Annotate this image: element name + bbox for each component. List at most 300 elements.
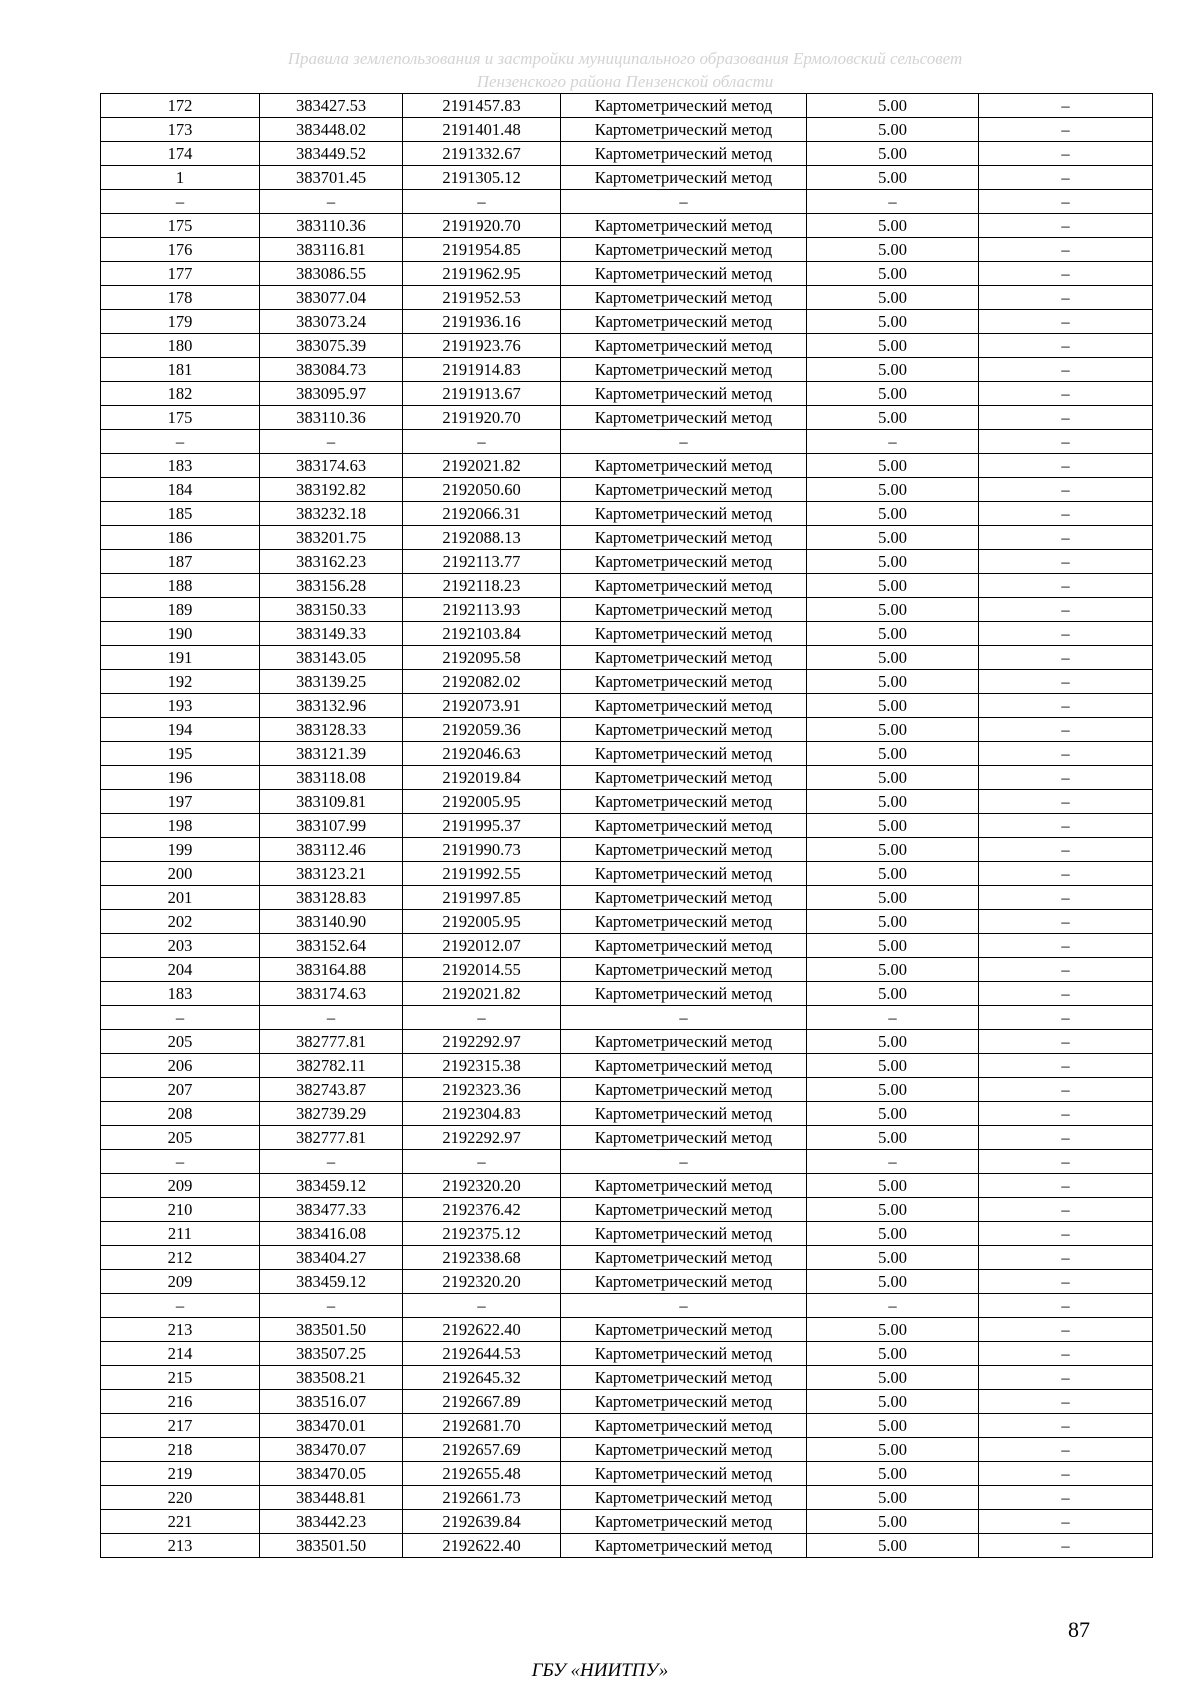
table-row bbox=[101, 982, 1153, 1006]
cell-method: Картометрический метод bbox=[561, 454, 807, 478]
cell-coord-y: 2192622.40 bbox=[403, 1534, 561, 1558]
cell-coord-x: 383501.50 bbox=[260, 1318, 403, 1342]
cell-point-number: 221 bbox=[101, 1510, 260, 1534]
cell-accuracy: 5.00 bbox=[807, 1030, 979, 1054]
table-row bbox=[101, 382, 1153, 406]
cell-point-number: 209 bbox=[101, 1270, 260, 1294]
table-row bbox=[101, 334, 1153, 358]
cell-accuracy: 5.00 bbox=[807, 1342, 979, 1366]
cell-accuracy: 5.00 bbox=[807, 310, 979, 334]
cell-accuracy: 5.00 bbox=[807, 454, 979, 478]
coordinates-table-body bbox=[101, 94, 1153, 1558]
cell-coord-x: 383404.27 bbox=[260, 1246, 403, 1270]
cell-point-number: 212 bbox=[101, 1246, 260, 1270]
cell-note: – bbox=[979, 190, 1153, 214]
cell-accuracy: 5.00 bbox=[807, 142, 979, 166]
cell-note: – bbox=[979, 262, 1153, 286]
cell-method: Картометрический метод bbox=[561, 166, 807, 190]
cell-accuracy: 5.00 bbox=[807, 622, 979, 646]
cell-coord-x: 383095.97 bbox=[260, 382, 403, 406]
cell-method: Картометрический метод bbox=[561, 502, 807, 526]
cell-point-number: 179 bbox=[101, 310, 260, 334]
cell-note: – bbox=[979, 1078, 1153, 1102]
cell-coord-x: – bbox=[260, 1006, 403, 1030]
table-row bbox=[101, 1390, 1153, 1414]
cell-coord-x: 383128.83 bbox=[260, 886, 403, 910]
table-row bbox=[101, 886, 1153, 910]
cell-method: Картометрический метод bbox=[561, 862, 807, 886]
cell-coord-y: 2192655.48 bbox=[403, 1462, 561, 1486]
cell-accuracy: 5.00 bbox=[807, 1462, 979, 1486]
cell-coord-x: 383152.64 bbox=[260, 934, 403, 958]
cell-coord-y: 2192315.38 bbox=[403, 1054, 561, 1078]
cell-coord-x: 382739.29 bbox=[260, 1102, 403, 1126]
table-row bbox=[101, 262, 1153, 286]
cell-note: – bbox=[979, 862, 1153, 886]
cell-accuracy: 5.00 bbox=[807, 838, 979, 862]
cell-note: – bbox=[979, 1102, 1153, 1126]
table-row bbox=[101, 310, 1153, 334]
cell-point-number: 208 bbox=[101, 1102, 260, 1126]
cell-note: – bbox=[979, 166, 1153, 190]
cell-point-number: 190 bbox=[101, 622, 260, 646]
cell-accuracy: 5.00 bbox=[807, 934, 979, 958]
cell-point-number: 180 bbox=[101, 334, 260, 358]
cell-point-number: 193 bbox=[101, 694, 260, 718]
cell-coord-y: 2192066.31 bbox=[403, 502, 561, 526]
table-row bbox=[101, 1222, 1153, 1246]
cell-coord-x: 383477.33 bbox=[260, 1198, 403, 1222]
cell-coord-y: 2192021.82 bbox=[403, 982, 561, 1006]
cell-accuracy: 5.00 bbox=[807, 910, 979, 934]
cell-note: – bbox=[979, 574, 1153, 598]
cell-accuracy: 5.00 bbox=[807, 1174, 979, 1198]
cell-coord-y: 2191920.70 bbox=[403, 214, 561, 238]
cell-point-number: 205 bbox=[101, 1030, 260, 1054]
cell-point-number: 219 bbox=[101, 1462, 260, 1486]
cell-coord-y: 2192103.84 bbox=[403, 622, 561, 646]
cell-note: – bbox=[979, 1414, 1153, 1438]
cell-coord-x: 382777.81 bbox=[260, 1126, 403, 1150]
cell-method: Картометрический метод bbox=[561, 622, 807, 646]
cell-method: Картометрический метод bbox=[561, 1438, 807, 1462]
cell-coord-y: 2192622.40 bbox=[403, 1318, 561, 1342]
cell-accuracy: 5.00 bbox=[807, 1054, 979, 1078]
table-row bbox=[101, 1198, 1153, 1222]
cell-point-number: 188 bbox=[101, 574, 260, 598]
cell-note: – bbox=[979, 1198, 1153, 1222]
cell-note: – bbox=[979, 1294, 1153, 1318]
cell-accuracy: 5.00 bbox=[807, 982, 979, 1006]
cell-method: Картометрический метод bbox=[561, 838, 807, 862]
cell-coord-y: 2191997.85 bbox=[403, 886, 561, 910]
table-row bbox=[101, 142, 1153, 166]
cell-point-number: 201 bbox=[101, 886, 260, 910]
cell-coord-x: 383162.23 bbox=[260, 550, 403, 574]
cell-note: – bbox=[979, 886, 1153, 910]
cell-accuracy: 5.00 bbox=[807, 670, 979, 694]
table-row bbox=[101, 934, 1153, 958]
cell-method: – bbox=[561, 1150, 807, 1174]
cell-coord-x: 383132.96 bbox=[260, 694, 403, 718]
cell-note: – bbox=[979, 502, 1153, 526]
table-row bbox=[101, 646, 1153, 670]
cell-accuracy: 5.00 bbox=[807, 382, 979, 406]
cell-accuracy: – bbox=[807, 190, 979, 214]
cell-note: – bbox=[979, 478, 1153, 502]
cell-note: – bbox=[979, 1342, 1153, 1366]
cell-accuracy: 5.00 bbox=[807, 1486, 979, 1510]
cell-accuracy: 5.00 bbox=[807, 1078, 979, 1102]
cell-coord-y: – bbox=[403, 1150, 561, 1174]
cell-coord-y: 2192376.42 bbox=[403, 1198, 561, 1222]
cell-method: – bbox=[561, 1006, 807, 1030]
cell-coord-y: 2192021.82 bbox=[403, 454, 561, 478]
cell-method: Картометрический метод bbox=[561, 790, 807, 814]
cell-point-number: 187 bbox=[101, 550, 260, 574]
cell-method: Картометрический метод bbox=[561, 94, 807, 118]
table-row bbox=[101, 550, 1153, 574]
cell-note: – bbox=[979, 1534, 1153, 1558]
cell-method: – bbox=[561, 430, 807, 454]
cell-note: – bbox=[979, 1030, 1153, 1054]
cell-coord-x: – bbox=[260, 1150, 403, 1174]
cell-coord-y: – bbox=[403, 1006, 561, 1030]
cell-point-number: 181 bbox=[101, 358, 260, 382]
cell-point-number: 214 bbox=[101, 1342, 260, 1366]
cell-coord-x: 383077.04 bbox=[260, 286, 403, 310]
cell-note: – bbox=[979, 1510, 1153, 1534]
cell-coord-x: 383701.45 bbox=[260, 166, 403, 190]
cell-method: Картометрический метод bbox=[561, 334, 807, 358]
cell-accuracy: 5.00 bbox=[807, 406, 979, 430]
cell-point-number: 213 bbox=[101, 1318, 260, 1342]
cell-method: Картометрический метод bbox=[561, 694, 807, 718]
table-row bbox=[101, 478, 1153, 502]
cell-note: – bbox=[979, 670, 1153, 694]
cell-coord-y: 2192059.36 bbox=[403, 718, 561, 742]
cell-accuracy: 5.00 bbox=[807, 1390, 979, 1414]
cell-coord-y: 2192320.20 bbox=[403, 1270, 561, 1294]
page-number: 87 bbox=[1068, 1617, 1090, 1642]
cell-accuracy: 5.00 bbox=[807, 886, 979, 910]
table-row bbox=[101, 694, 1153, 718]
cell-note: – bbox=[979, 742, 1153, 766]
cell-note: – bbox=[979, 430, 1153, 454]
cell-coord-x: 383128.33 bbox=[260, 718, 403, 742]
cell-note: – bbox=[979, 214, 1153, 238]
cell-coord-x: 383508.21 bbox=[260, 1366, 403, 1390]
table-row bbox=[101, 1366, 1153, 1390]
cell-accuracy: 5.00 bbox=[807, 646, 979, 670]
table-row bbox=[101, 1246, 1153, 1270]
table-row bbox=[101, 430, 1153, 454]
table-row bbox=[101, 1078, 1153, 1102]
cell-coord-y: 2192095.58 bbox=[403, 646, 561, 670]
cell-note: – bbox=[979, 838, 1153, 862]
cell-point-number: 185 bbox=[101, 502, 260, 526]
cell-coord-x: – bbox=[260, 1294, 403, 1318]
cell-coord-x: 383107.99 bbox=[260, 814, 403, 838]
cell-point-number: 177 bbox=[101, 262, 260, 286]
cell-coord-y: 2192681.70 bbox=[403, 1414, 561, 1438]
cell-point-number: 173 bbox=[101, 118, 260, 142]
cell-note: – bbox=[979, 622, 1153, 646]
table-row bbox=[101, 1174, 1153, 1198]
cell-method: Картометрический метод bbox=[561, 1030, 807, 1054]
table-row bbox=[101, 286, 1153, 310]
cell-coord-x: 383470.05 bbox=[260, 1462, 403, 1486]
cell-coord-x: 383156.28 bbox=[260, 574, 403, 598]
cell-accuracy: 5.00 bbox=[807, 1102, 979, 1126]
cell-accuracy: 5.00 bbox=[807, 94, 979, 118]
table-row bbox=[101, 1510, 1153, 1534]
cell-coord-x: 382777.81 bbox=[260, 1030, 403, 1054]
cell-point-number: 206 bbox=[101, 1054, 260, 1078]
cell-coord-y: 2192292.97 bbox=[403, 1126, 561, 1150]
cell-note: – bbox=[979, 958, 1153, 982]
cell-point-number: – bbox=[101, 1006, 260, 1030]
cell-coord-y: 2191952.53 bbox=[403, 286, 561, 310]
cell-accuracy: 5.00 bbox=[807, 718, 979, 742]
cell-point-number: 192 bbox=[101, 670, 260, 694]
cell-method: Картометрический метод bbox=[561, 1222, 807, 1246]
cell-point-number: 186 bbox=[101, 526, 260, 550]
table-row bbox=[101, 1054, 1153, 1078]
cell-method: Картометрический метод bbox=[561, 934, 807, 958]
cell-accuracy: 5.00 bbox=[807, 118, 979, 142]
cell-method: Картометрический метод bbox=[561, 262, 807, 286]
cell-coord-x: 383232.18 bbox=[260, 502, 403, 526]
cell-method: Картометрический метод bbox=[561, 1318, 807, 1342]
cell-point-number: 199 bbox=[101, 838, 260, 862]
cell-note: – bbox=[979, 118, 1153, 142]
cell-note: – bbox=[979, 694, 1153, 718]
cell-coord-y: 2192073.91 bbox=[403, 694, 561, 718]
cell-coord-y: 2192088.13 bbox=[403, 526, 561, 550]
cell-coord-x: 383121.39 bbox=[260, 742, 403, 766]
cell-accuracy: 5.00 bbox=[807, 334, 979, 358]
cell-coord-x: 383459.12 bbox=[260, 1174, 403, 1198]
cell-method: Картометрический метод bbox=[561, 1534, 807, 1558]
cell-point-number: – bbox=[101, 1150, 260, 1174]
cell-accuracy: – bbox=[807, 430, 979, 454]
cell-point-number: 1 bbox=[101, 166, 260, 190]
cell-accuracy: 5.00 bbox=[807, 1222, 979, 1246]
table-row bbox=[101, 1126, 1153, 1150]
cell-note: – bbox=[979, 1486, 1153, 1510]
cell-method: Картометрический метод bbox=[561, 742, 807, 766]
footer-organization: ГБУ «НИИТПУ» bbox=[531, 1660, 669, 1681]
cell-coord-x: 383507.25 bbox=[260, 1342, 403, 1366]
table-row bbox=[101, 238, 1153, 262]
cell-coord-x: 383201.75 bbox=[260, 526, 403, 550]
cell-method: Картометрический метод bbox=[561, 550, 807, 574]
cell-note: – bbox=[979, 790, 1153, 814]
cell-note: – bbox=[979, 1246, 1153, 1270]
table-row bbox=[101, 190, 1153, 214]
cell-point-number: 189 bbox=[101, 598, 260, 622]
table-row bbox=[101, 94, 1153, 118]
table-row bbox=[101, 214, 1153, 238]
cell-coord-x: 383118.08 bbox=[260, 766, 403, 790]
cell-coord-y: 2191920.70 bbox=[403, 406, 561, 430]
table-row bbox=[101, 838, 1153, 862]
cell-coord-y: 2192046.63 bbox=[403, 742, 561, 766]
cell-method: Картометрический метод bbox=[561, 406, 807, 430]
cell-point-number: 203 bbox=[101, 934, 260, 958]
cell-point-number: 197 bbox=[101, 790, 260, 814]
cell-coord-x: 383150.33 bbox=[260, 598, 403, 622]
cell-coord-y: 2191332.67 bbox=[403, 142, 561, 166]
cell-accuracy: 5.00 bbox=[807, 358, 979, 382]
cell-accuracy: 5.00 bbox=[807, 1246, 979, 1270]
cell-coord-y: 2192644.53 bbox=[403, 1342, 561, 1366]
cell-method: Картометрический метод bbox=[561, 358, 807, 382]
table-row bbox=[101, 766, 1153, 790]
cell-note: – bbox=[979, 310, 1153, 334]
cell-note: – bbox=[979, 934, 1153, 958]
cell-coord-y: 2191954.85 bbox=[403, 238, 561, 262]
cell-method: Картометрический метод bbox=[561, 1390, 807, 1414]
cell-coord-y: – bbox=[403, 1294, 561, 1318]
cell-coord-x: 383112.46 bbox=[260, 838, 403, 862]
table-row bbox=[101, 1534, 1153, 1558]
table-row bbox=[101, 358, 1153, 382]
cell-coord-y: – bbox=[403, 430, 561, 454]
table-row bbox=[101, 1150, 1153, 1174]
cell-point-number: 194 bbox=[101, 718, 260, 742]
cell-accuracy: 5.00 bbox=[807, 166, 979, 190]
cell-coord-y: 2192005.95 bbox=[403, 790, 561, 814]
cell-point-number: 174 bbox=[101, 142, 260, 166]
table-row bbox=[101, 670, 1153, 694]
cell-coord-x: 383110.36 bbox=[260, 406, 403, 430]
cell-coord-y: 2192639.84 bbox=[403, 1510, 561, 1534]
cell-point-number: 176 bbox=[101, 238, 260, 262]
cell-accuracy: 5.00 bbox=[807, 1438, 979, 1462]
cell-method: Картометрический метод bbox=[561, 598, 807, 622]
cell-point-number: 209 bbox=[101, 1174, 260, 1198]
cell-method: Картометрический метод bbox=[561, 1174, 807, 1198]
cell-method: Картометрический метод bbox=[561, 814, 807, 838]
table-row bbox=[101, 1294, 1153, 1318]
cell-coord-y: 2192304.83 bbox=[403, 1102, 561, 1126]
cell-note: – bbox=[979, 766, 1153, 790]
cell-method: Картометрический метод bbox=[561, 526, 807, 550]
cell-coord-y: 2192661.73 bbox=[403, 1486, 561, 1510]
cell-coord-y: 2191936.16 bbox=[403, 310, 561, 334]
table-row bbox=[101, 1006, 1153, 1030]
cell-method: Картометрический метод bbox=[561, 1078, 807, 1102]
table-row bbox=[101, 526, 1153, 550]
cell-coord-x: 383174.63 bbox=[260, 454, 403, 478]
cell-point-number: 172 bbox=[101, 94, 260, 118]
cell-accuracy: 5.00 bbox=[807, 1198, 979, 1222]
cell-note: – bbox=[979, 1390, 1153, 1414]
cell-point-number: 202 bbox=[101, 910, 260, 934]
cell-point-number: – bbox=[101, 190, 260, 214]
cell-coord-y: – bbox=[403, 190, 561, 214]
cell-coord-y: 2191992.55 bbox=[403, 862, 561, 886]
cell-coord-x: 382743.87 bbox=[260, 1078, 403, 1102]
cell-method: Картометрический метод bbox=[561, 766, 807, 790]
cell-accuracy: 5.00 bbox=[807, 214, 979, 238]
cell-coord-x: 383501.50 bbox=[260, 1534, 403, 1558]
cell-method: Картометрический метод bbox=[561, 670, 807, 694]
cell-coord-y: 2191457.83 bbox=[403, 94, 561, 118]
table-row bbox=[101, 1414, 1153, 1438]
cell-accuracy: 5.00 bbox=[807, 694, 979, 718]
cell-note: – bbox=[979, 286, 1153, 310]
cell-note: – bbox=[979, 94, 1153, 118]
cell-method: Картометрический метод bbox=[561, 478, 807, 502]
cell-method: Картометрический метод bbox=[561, 1462, 807, 1486]
table-row bbox=[101, 622, 1153, 646]
cell-coord-x: 383123.21 bbox=[260, 862, 403, 886]
cell-point-number: 195 bbox=[101, 742, 260, 766]
cell-note: – bbox=[979, 1438, 1153, 1462]
cell-note: – bbox=[979, 1222, 1153, 1246]
cell-note: – bbox=[979, 454, 1153, 478]
cell-point-number: 218 bbox=[101, 1438, 260, 1462]
cell-coord-x: – bbox=[260, 190, 403, 214]
cell-point-number: – bbox=[101, 1294, 260, 1318]
cell-note: – bbox=[979, 1174, 1153, 1198]
table-row bbox=[101, 166, 1153, 190]
cell-method: Картометрический метод bbox=[561, 646, 807, 670]
cell-coord-y: 2191305.12 bbox=[403, 166, 561, 190]
cell-point-number: 205 bbox=[101, 1126, 260, 1150]
cell-coord-y: 2192050.60 bbox=[403, 478, 561, 502]
cell-coord-y: 2192320.20 bbox=[403, 1174, 561, 1198]
cell-point-number: – bbox=[101, 430, 260, 454]
cell-point-number: 217 bbox=[101, 1414, 260, 1438]
cell-accuracy: 5.00 bbox=[807, 478, 979, 502]
cell-coord-x: 383449.52 bbox=[260, 142, 403, 166]
cell-point-number: 220 bbox=[101, 1486, 260, 1510]
cell-accuracy: 5.00 bbox=[807, 1366, 979, 1390]
table-row bbox=[101, 718, 1153, 742]
cell-method: Картометрический метод bbox=[561, 382, 807, 406]
cell-method: – bbox=[561, 190, 807, 214]
table-row bbox=[101, 598, 1153, 622]
cell-coord-x: 383442.23 bbox=[260, 1510, 403, 1534]
cell-coord-x: 383143.05 bbox=[260, 646, 403, 670]
cell-point-number: 175 bbox=[101, 406, 260, 430]
running-header-line-2: Пензенского района Пензенской области bbox=[476, 72, 774, 91]
cell-note: – bbox=[979, 142, 1153, 166]
cell-method: Картометрический метод bbox=[561, 142, 807, 166]
table-row bbox=[101, 502, 1153, 526]
cell-point-number: 196 bbox=[101, 766, 260, 790]
cell-accuracy: – bbox=[807, 1006, 979, 1030]
cell-note: – bbox=[979, 718, 1153, 742]
cell-coord-y: 2191962.95 bbox=[403, 262, 561, 286]
cell-coord-x: 383427.53 bbox=[260, 94, 403, 118]
cell-accuracy: 5.00 bbox=[807, 766, 979, 790]
cell-point-number: 213 bbox=[101, 1534, 260, 1558]
table-row bbox=[101, 814, 1153, 838]
cell-accuracy: 5.00 bbox=[807, 598, 979, 622]
cell-method: Картометрический метод bbox=[561, 1366, 807, 1390]
cell-coord-x: 383516.07 bbox=[260, 1390, 403, 1414]
cell-coord-x: 383174.63 bbox=[260, 982, 403, 1006]
table-row bbox=[101, 742, 1153, 766]
cell-method: Картометрический метод bbox=[561, 1102, 807, 1126]
cell-coord-y: 2192338.68 bbox=[403, 1246, 561, 1270]
cell-coord-y: 2192012.07 bbox=[403, 934, 561, 958]
